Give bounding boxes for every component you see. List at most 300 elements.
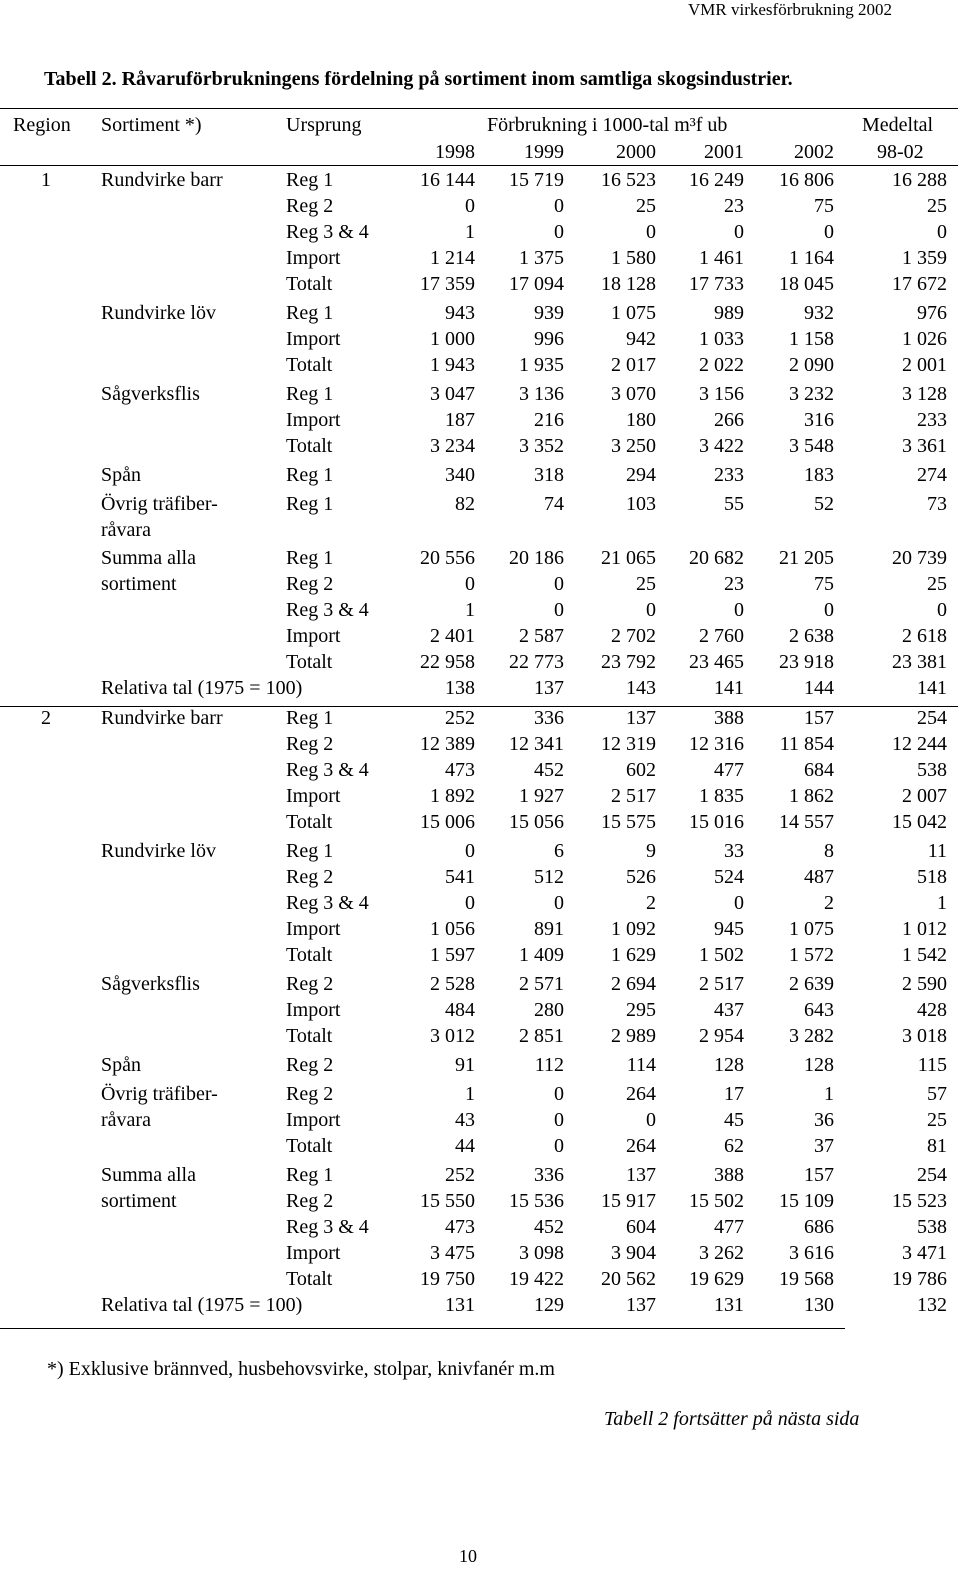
medeltal-cell: 57 bbox=[927, 1083, 947, 1105]
ursprung-cell: Import bbox=[286, 328, 341, 350]
value-cell: 2 639 bbox=[789, 973, 834, 995]
ursprung-cell: Reg 2 bbox=[286, 866, 334, 888]
table-row bbox=[0, 245, 960, 271]
ursprung-cell: Reg 3 & 4 bbox=[286, 599, 369, 621]
value-cell: 3 262 bbox=[699, 1242, 744, 1264]
ursprung-cell: Reg 3 & 4 bbox=[286, 221, 369, 243]
sortiment-cell: Spån bbox=[101, 1054, 141, 1076]
value-cell: 19 422 bbox=[509, 1268, 564, 1290]
value-cell: 8 bbox=[824, 840, 834, 862]
sortiment-cell: sortiment bbox=[101, 1190, 177, 1212]
value-cell: 1 bbox=[465, 599, 475, 621]
value-cell: 12 389 bbox=[420, 733, 475, 755]
value-cell: 1 158 bbox=[789, 328, 834, 350]
ursprung-cell: Totalt bbox=[286, 1268, 333, 1290]
value-cell: 0 bbox=[734, 221, 744, 243]
value-cell: 17 733 bbox=[689, 273, 744, 295]
ursprung-cell: Reg 1 bbox=[286, 707, 334, 729]
value-cell: 16 806 bbox=[779, 169, 834, 191]
ursprung-cell: Reg 3 & 4 bbox=[286, 892, 369, 914]
table-row bbox=[0, 809, 960, 835]
value-cell: 3 352 bbox=[519, 435, 564, 457]
region-cell: 2 bbox=[41, 707, 51, 729]
table-row bbox=[0, 167, 960, 193]
sortiment-cell: Rundvirke barr bbox=[101, 169, 223, 191]
value-cell: 17 bbox=[724, 1083, 744, 1105]
table-row bbox=[0, 326, 960, 352]
medeltal-cell: 132 bbox=[917, 1294, 947, 1316]
value-cell: 25 bbox=[636, 195, 656, 217]
ursprung-cell: Reg 1 bbox=[286, 302, 334, 324]
table-title: Tabell 2. Råvaruförbrukningens fördelning på sortiment inom samtliga skogsindustrier. bbox=[44, 68, 793, 90]
value-cell: 388 bbox=[714, 707, 744, 729]
value-cell: 75 bbox=[814, 195, 834, 217]
table-row bbox=[0, 675, 960, 701]
value-cell: 15 575 bbox=[601, 811, 656, 833]
value-cell: 1 bbox=[465, 1083, 475, 1105]
year-2002-header: 2002 bbox=[794, 141, 834, 163]
value-cell: 233 bbox=[714, 464, 744, 486]
value-cell: 3 422 bbox=[699, 435, 744, 457]
sortiment-cell: råvara bbox=[101, 519, 151, 541]
value-cell: 91 bbox=[455, 1054, 475, 1076]
value-cell: 1 502 bbox=[699, 944, 744, 966]
value-cell: 20 562 bbox=[601, 1268, 656, 1290]
table-row bbox=[0, 705, 960, 731]
value-cell: 3 548 bbox=[789, 435, 834, 457]
ursprung-cell: Reg 2 bbox=[286, 1054, 334, 1076]
value-cell: 452 bbox=[534, 759, 564, 781]
value-cell: 2 954 bbox=[699, 1025, 744, 1047]
value-cell: 157 bbox=[804, 707, 834, 729]
value-cell: 3 156 bbox=[699, 383, 744, 405]
ursprung-cell: Totalt bbox=[286, 651, 333, 673]
value-cell: 252 bbox=[445, 707, 475, 729]
value-cell: 0 bbox=[465, 573, 475, 595]
sortiment-cell: Summa alla bbox=[101, 1164, 196, 1186]
value-cell: 2 760 bbox=[699, 625, 744, 647]
value-cell: 17 094 bbox=[509, 273, 564, 295]
value-cell: 15 056 bbox=[509, 811, 564, 833]
table-row bbox=[0, 271, 960, 297]
header-rule bbox=[0, 165, 958, 166]
value-cell: 0 bbox=[554, 221, 564, 243]
medeltal-cell: 2 001 bbox=[902, 354, 947, 376]
value-cell: 62 bbox=[724, 1135, 744, 1157]
table-row bbox=[0, 1214, 960, 1240]
value-cell: 15 719 bbox=[509, 169, 564, 191]
value-cell: 316 bbox=[804, 409, 834, 431]
bottom-rule bbox=[0, 1328, 845, 1329]
medeltal-cell: 25 bbox=[927, 573, 947, 595]
value-cell: 1 943 bbox=[430, 354, 475, 376]
value-cell: 128 bbox=[804, 1054, 834, 1076]
table-row bbox=[0, 1188, 960, 1214]
value-cell: 103 bbox=[626, 493, 656, 515]
ursprung-cell: Reg 1 bbox=[286, 169, 334, 191]
table-row bbox=[0, 597, 960, 623]
value-cell: 15 550 bbox=[420, 1190, 475, 1212]
value-cell: 2 989 bbox=[611, 1025, 656, 1047]
value-cell: 0 bbox=[646, 221, 656, 243]
medeltal-cell: 2 007 bbox=[902, 785, 947, 807]
table-row bbox=[0, 783, 960, 809]
value-cell: 11 854 bbox=[779, 733, 834, 755]
value-cell: 484 bbox=[445, 999, 475, 1021]
value-cell: 0 bbox=[465, 840, 475, 862]
value-cell: 3 616 bbox=[789, 1242, 834, 1264]
value-cell: 25 bbox=[636, 573, 656, 595]
value-cell: 295 bbox=[626, 999, 656, 1021]
table-row bbox=[0, 1081, 960, 1107]
value-cell: 12 316 bbox=[689, 733, 744, 755]
ursprung-cell: Import bbox=[286, 1109, 341, 1131]
value-cell: 1 461 bbox=[699, 247, 744, 269]
table-row bbox=[0, 1266, 960, 1292]
value-cell: 266 bbox=[714, 409, 744, 431]
value-cell: 20 682 bbox=[689, 547, 744, 569]
value-cell: 643 bbox=[804, 999, 834, 1021]
medeltal-cell: 1 026 bbox=[902, 328, 947, 350]
value-cell: 943 bbox=[445, 302, 475, 324]
table-row bbox=[0, 352, 960, 378]
ursprung-cell: Import bbox=[286, 918, 341, 940]
value-cell: 604 bbox=[626, 1216, 656, 1238]
table-row bbox=[0, 864, 960, 890]
value-cell: 487 bbox=[804, 866, 834, 888]
value-cell: 2 851 bbox=[519, 1025, 564, 1047]
medeltal-cell: 274 bbox=[917, 464, 947, 486]
table-row bbox=[0, 916, 960, 942]
value-cell: 3 234 bbox=[430, 435, 475, 457]
value-cell: 16 523 bbox=[601, 169, 656, 191]
value-cell: 340 bbox=[445, 464, 475, 486]
value-cell: 2 bbox=[824, 892, 834, 914]
value-cell: 131 bbox=[445, 1294, 475, 1316]
value-cell: 996 bbox=[534, 328, 564, 350]
value-cell: 318 bbox=[534, 464, 564, 486]
value-cell: 336 bbox=[534, 1164, 564, 1186]
medeltal-cell: 3 128 bbox=[902, 383, 947, 405]
value-cell: 130 bbox=[804, 1294, 834, 1316]
value-cell: 3 136 bbox=[519, 383, 564, 405]
value-cell: 2 587 bbox=[519, 625, 564, 647]
table-row bbox=[0, 517, 960, 543]
table-row bbox=[0, 731, 960, 757]
value-cell: 3 098 bbox=[519, 1242, 564, 1264]
value-cell: 477 bbox=[714, 759, 744, 781]
value-cell: 12 319 bbox=[601, 733, 656, 755]
value-cell: 17 359 bbox=[420, 273, 475, 295]
value-cell: 2 694 bbox=[611, 973, 656, 995]
value-cell: 1 bbox=[824, 1083, 834, 1105]
value-cell: 473 bbox=[445, 759, 475, 781]
medeltal-cell: 233 bbox=[917, 409, 947, 431]
medeltal-cell: 17 672 bbox=[892, 273, 947, 295]
value-cell: 2 517 bbox=[699, 973, 744, 995]
value-cell: 15 109 bbox=[779, 1190, 834, 1212]
table-row bbox=[0, 649, 960, 675]
ursprung-cell: Reg 2 bbox=[286, 1083, 334, 1105]
value-cell: 15 917 bbox=[601, 1190, 656, 1212]
value-cell: 1 056 bbox=[430, 918, 475, 940]
col-medeltal-years: 98-02 bbox=[877, 141, 924, 163]
table-row bbox=[0, 1292, 960, 1318]
value-cell: 264 bbox=[626, 1135, 656, 1157]
value-cell: 20 556 bbox=[420, 547, 475, 569]
ursprung-cell: Reg 3 & 4 bbox=[286, 759, 369, 781]
value-cell: 14 557 bbox=[779, 811, 834, 833]
value-cell: 1 580 bbox=[611, 247, 656, 269]
medeltal-cell: 2 590 bbox=[902, 973, 947, 995]
col-medeltal-header: Medeltal bbox=[862, 114, 934, 136]
value-cell: 23 792 bbox=[601, 651, 656, 673]
table-row bbox=[0, 545, 960, 571]
value-cell: 1 862 bbox=[789, 785, 834, 807]
medeltal-cell: 15 523 bbox=[892, 1190, 947, 1212]
table-row bbox=[0, 757, 960, 783]
table-row bbox=[0, 1240, 960, 1266]
ursprung-cell: Import bbox=[286, 247, 341, 269]
value-cell: 180 bbox=[626, 409, 656, 431]
value-cell: 684 bbox=[804, 759, 834, 781]
table-row bbox=[0, 219, 960, 245]
medeltal-cell: 115 bbox=[917, 1054, 947, 1076]
value-cell: 1 629 bbox=[611, 944, 656, 966]
ursprung-cell: Import bbox=[286, 409, 341, 431]
table-row bbox=[0, 1107, 960, 1133]
value-cell: 0 bbox=[554, 1083, 564, 1105]
value-cell: 1 375 bbox=[519, 247, 564, 269]
value-cell: 22 773 bbox=[509, 651, 564, 673]
table-row bbox=[0, 491, 960, 517]
table-row bbox=[0, 890, 960, 916]
value-cell: 1 935 bbox=[519, 354, 564, 376]
value-cell: 280 bbox=[534, 999, 564, 1021]
value-cell: 21 065 bbox=[601, 547, 656, 569]
value-cell: 3 012 bbox=[430, 1025, 475, 1047]
value-cell: 23 bbox=[724, 195, 744, 217]
ursprung-cell: Reg 1 bbox=[286, 1164, 334, 1186]
value-cell: 183 bbox=[804, 464, 834, 486]
medeltal-cell: 12 244 bbox=[892, 733, 947, 755]
value-cell: 0 bbox=[554, 573, 564, 595]
value-cell: 0 bbox=[465, 892, 475, 914]
value-cell: 1 835 bbox=[699, 785, 744, 807]
value-cell: 16 144 bbox=[420, 169, 475, 191]
sortiment-cell: Sågverksflis bbox=[101, 973, 200, 995]
medeltal-cell: 3 018 bbox=[902, 1025, 947, 1047]
value-cell: 33 bbox=[724, 840, 744, 862]
value-cell: 137 bbox=[534, 677, 564, 699]
value-cell: 452 bbox=[534, 1216, 564, 1238]
value-cell: 524 bbox=[714, 866, 744, 888]
medeltal-cell: 428 bbox=[917, 999, 947, 1021]
value-cell: 23 bbox=[724, 573, 744, 595]
ursprung-cell: Import bbox=[286, 1242, 341, 1264]
table-row bbox=[0, 571, 960, 597]
value-cell: 137 bbox=[626, 1164, 656, 1186]
value-cell: 55 bbox=[724, 493, 744, 515]
medeltal-cell: 0 bbox=[937, 599, 947, 621]
value-cell: 891 bbox=[534, 918, 564, 940]
ursprung-cell: Reg 1 bbox=[286, 464, 334, 486]
value-cell: 512 bbox=[534, 866, 564, 888]
col-ursprung-header: Ursprung bbox=[286, 114, 362, 136]
value-cell: 0 bbox=[646, 599, 656, 621]
running-header: VMR virkesförbrukning 2002 bbox=[688, 0, 892, 19]
value-cell: 252 bbox=[445, 1164, 475, 1186]
value-cell: 2 090 bbox=[789, 354, 834, 376]
medeltal-cell: 16 288 bbox=[892, 169, 947, 191]
value-cell: 602 bbox=[626, 759, 656, 781]
value-cell: 388 bbox=[714, 1164, 744, 1186]
value-cell: 1 092 bbox=[611, 918, 656, 940]
table-row bbox=[0, 1162, 960, 1188]
sortiment-cell: Rundvirke löv bbox=[101, 302, 216, 324]
medeltal-cell: 3 471 bbox=[902, 1242, 947, 1264]
medeltal-cell: 25 bbox=[927, 1109, 947, 1131]
value-cell: 18 045 bbox=[779, 273, 834, 295]
region-cell: 1 bbox=[41, 169, 51, 191]
top-rule bbox=[0, 108, 958, 109]
value-cell: 1 214 bbox=[430, 247, 475, 269]
value-cell: 0 bbox=[824, 221, 834, 243]
table-row bbox=[0, 1023, 960, 1049]
sortiment-cell: Relativa tal (1975 = 100) bbox=[101, 1294, 303, 1316]
value-cell: 294 bbox=[626, 464, 656, 486]
value-cell: 2 638 bbox=[789, 625, 834, 647]
value-cell: 187 bbox=[445, 409, 475, 431]
medeltal-cell: 20 739 bbox=[892, 547, 947, 569]
ursprung-cell: Reg 2 bbox=[286, 573, 334, 595]
value-cell: 0 bbox=[554, 1109, 564, 1131]
value-cell: 686 bbox=[804, 1216, 834, 1238]
value-cell: 112 bbox=[534, 1054, 564, 1076]
value-cell: 1 033 bbox=[699, 328, 744, 350]
value-cell: 21 205 bbox=[779, 547, 834, 569]
ursprung-cell: Reg 1 bbox=[286, 547, 334, 569]
sortiment-cell: Övrig träfiber- bbox=[101, 493, 218, 515]
value-cell: 1 409 bbox=[519, 944, 564, 966]
value-cell: 16 249 bbox=[689, 169, 744, 191]
value-cell: 939 bbox=[534, 302, 564, 324]
table-row bbox=[0, 997, 960, 1023]
medeltal-cell: 1 bbox=[937, 892, 947, 914]
medeltal-cell: 0 bbox=[937, 221, 947, 243]
medeltal-cell: 25 bbox=[927, 195, 947, 217]
value-cell: 19 629 bbox=[689, 1268, 744, 1290]
value-cell: 437 bbox=[714, 999, 744, 1021]
ursprung-cell: Reg 2 bbox=[286, 973, 334, 995]
value-cell: 0 bbox=[734, 599, 744, 621]
ursprung-cell: Totalt bbox=[286, 273, 333, 295]
value-cell: 264 bbox=[626, 1083, 656, 1105]
ursprung-cell: Totalt bbox=[286, 944, 333, 966]
table-row bbox=[0, 433, 960, 459]
medeltal-cell: 19 786 bbox=[892, 1268, 947, 1290]
value-cell: 2 528 bbox=[430, 973, 475, 995]
table-row bbox=[0, 942, 960, 968]
value-cell: 942 bbox=[626, 328, 656, 350]
value-cell: 0 bbox=[554, 1135, 564, 1157]
medeltal-cell: 538 bbox=[917, 1216, 947, 1238]
ursprung-cell: Reg 3 & 4 bbox=[286, 1216, 369, 1238]
medeltal-cell: 1 542 bbox=[902, 944, 947, 966]
value-cell: 2 017 bbox=[611, 354, 656, 376]
sortiment-cell: Rundvirke barr bbox=[101, 707, 223, 729]
medeltal-cell: 254 bbox=[917, 1164, 947, 1186]
ursprung-cell: Totalt bbox=[286, 1025, 333, 1047]
ursprung-cell: Import bbox=[286, 625, 341, 647]
value-cell: 3 475 bbox=[430, 1242, 475, 1264]
ursprung-cell: Reg 2 bbox=[286, 195, 334, 217]
value-cell: 1 892 bbox=[430, 785, 475, 807]
value-cell: 2 517 bbox=[611, 785, 656, 807]
table-row bbox=[0, 1133, 960, 1159]
value-cell: 37 bbox=[814, 1135, 834, 1157]
ursprung-cell: Reg 2 bbox=[286, 1190, 334, 1212]
table-row bbox=[0, 1052, 960, 1078]
sortiment-cell: Sågverksflis bbox=[101, 383, 200, 405]
value-cell: 541 bbox=[445, 866, 475, 888]
table-row bbox=[0, 971, 960, 997]
ursprung-cell: Totalt bbox=[286, 811, 333, 833]
sortiment-cell: Summa alla bbox=[101, 547, 196, 569]
sortiment-cell: sortiment bbox=[101, 573, 177, 595]
value-cell: 15 502 bbox=[689, 1190, 744, 1212]
value-cell: 137 bbox=[626, 707, 656, 729]
value-cell: 989 bbox=[714, 302, 744, 324]
value-cell: 43 bbox=[455, 1109, 475, 1131]
medeltal-cell: 23 381 bbox=[892, 651, 947, 673]
footnote: *) Exklusive brännved, husbehovsvirke, stolpar, knivfanér m.m bbox=[47, 1358, 555, 1380]
ursprung-cell: Import bbox=[286, 785, 341, 807]
table-row bbox=[0, 300, 960, 326]
value-cell: 75 bbox=[814, 573, 834, 595]
medeltal-cell: 15 042 bbox=[892, 811, 947, 833]
value-cell: 0 bbox=[465, 195, 475, 217]
value-cell: 1 075 bbox=[611, 302, 656, 324]
ursprung-cell: Reg 1 bbox=[286, 840, 334, 862]
value-cell: 3 250 bbox=[611, 435, 656, 457]
value-cell: 131 bbox=[714, 1294, 744, 1316]
ursprung-cell: Totalt bbox=[286, 1135, 333, 1157]
ursprung-cell: Reg 1 bbox=[286, 383, 334, 405]
value-cell: 1 164 bbox=[789, 247, 834, 269]
value-cell: 3 047 bbox=[430, 383, 475, 405]
value-cell: 23 918 bbox=[779, 651, 834, 673]
value-cell: 0 bbox=[824, 599, 834, 621]
sortiment-cell: Övrig träfiber- bbox=[101, 1083, 218, 1105]
value-cell: 0 bbox=[646, 1109, 656, 1131]
value-cell: 6 bbox=[554, 840, 564, 862]
value-cell: 526 bbox=[626, 866, 656, 888]
value-cell: 2 571 bbox=[519, 973, 564, 995]
ursprung-cell: Totalt bbox=[286, 435, 333, 457]
value-cell: 19 568 bbox=[779, 1268, 834, 1290]
value-cell: 137 bbox=[626, 1294, 656, 1316]
value-cell: 216 bbox=[534, 409, 564, 431]
medeltal-cell: 538 bbox=[917, 759, 947, 781]
value-cell: 0 bbox=[734, 892, 744, 914]
value-cell: 473 bbox=[445, 1216, 475, 1238]
value-cell: 3 282 bbox=[789, 1025, 834, 1047]
value-cell: 19 750 bbox=[420, 1268, 475, 1290]
sortiment-cell: Relativa tal (1975 = 100) bbox=[101, 677, 303, 699]
table-row bbox=[0, 193, 960, 219]
value-cell: 1 bbox=[465, 221, 475, 243]
